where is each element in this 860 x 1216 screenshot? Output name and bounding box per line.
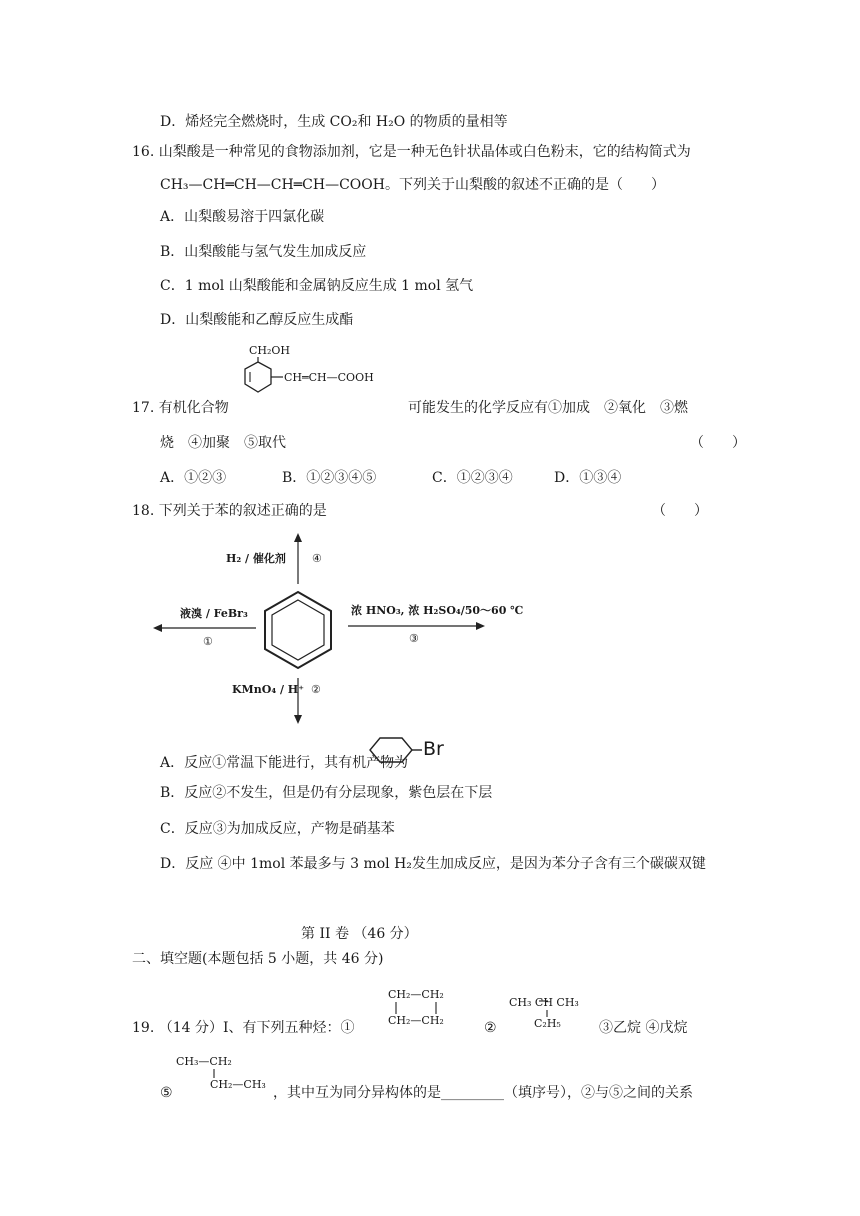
q19-struct5-top: CH₃—CH₂: [176, 1055, 232, 1068]
q18-stem: 18. 下列关于苯的叙述正确的是: [132, 503, 327, 519]
q19-struct1-top: CH₂—CH₂: [388, 988, 444, 1001]
q18-answer-paren: （ ）: [652, 503, 708, 519]
q19-line2: ，其中互为同分异构体的是_________（填序号），②与⑤之间的关系: [273, 1085, 693, 1101]
q17-option-d: D．①③④: [554, 470, 622, 486]
q18-option-d: D．反应 ④中 1mol 苯最多与 3 mol H₂发生加成反应，是因为苯分子含有三个碳碳双键: [160, 856, 706, 872]
q17-answer-paren: （ ）: [690, 435, 746, 451]
q18-option-b: B．反应②不发生，但是仍有分层现象，紫色层在下层: [160, 785, 493, 801]
q18-up-label: H₂ / 催化剂: [226, 552, 286, 565]
q17-stem-right: 可能发生的化学反应有①加成 ②氧化 ③燃: [408, 400, 688, 416]
q18-up-num: ④: [312, 552, 322, 565]
q17-stem-line2: 烧 ④加聚 ⑤取代: [160, 435, 286, 451]
q19-struct1-bottom: CH₂—CH₂: [388, 1014, 444, 1027]
q17-option-b: B．①②③④⑤: [282, 470, 377, 486]
q16-option-d: D．山梨酸能和乙醇反应生成酯: [160, 312, 354, 328]
q18-right-num: ③: [409, 632, 419, 645]
q17-option-a: A．①②③: [160, 470, 227, 486]
q19-struct2-bottom: C₂H₅: [534, 1017, 561, 1030]
q17-option-c: C．①②③④: [432, 470, 513, 486]
q16-stem-line2: CH₃—CH═CH—CH═CH—COOH。下列关于山梨酸的叙述不正确的是（ ）: [160, 177, 665, 193]
q18-right-label: 浓 HNO₃, 浓 H₂SO₄/50～60 ℃: [351, 604, 524, 617]
q18-down-label: KMnO₄ / H⁺: [232, 683, 305, 696]
q19-num2: ②: [484, 1020, 497, 1036]
q17-stem-left: 17. 有机化合物: [132, 400, 229, 416]
q15-option-d: D．烯烃完全燃烧时，生成 CO₂和 H₂O 的物质的量相等: [160, 114, 508, 130]
q16-stem-line1: 16. 山梨酸是一种常见的食物添加剂，它是一种无色针状晶体或白色粉末，它的结构简式为: [132, 144, 691, 160]
part2-title: 第 II 卷 （46 分）: [301, 926, 418, 942]
q18-down-num: ②: [311, 683, 321, 696]
q18-left-label: 液溴 / FeBr₃: [180, 607, 248, 620]
q19-stem: 19. （14 分）Ⅰ、有下列五种烃：①: [132, 1020, 355, 1036]
q16-option-a: A．山梨酸易溶于四氯化碳: [160, 209, 325, 225]
q16-option-b: B．山梨酸能与氢气发生加成反应: [160, 244, 367, 260]
q17-struct-ch2oh: CH₂OH: [249, 344, 291, 357]
q19-struct2-top: CH₃ CH CH₃: [509, 996, 579, 1009]
q18-left-num: ①: [203, 635, 213, 648]
q18-option-a-br: Br: [423, 738, 444, 760]
q19-num5: ⑤: [160, 1085, 173, 1101]
q16-option-c: C．1 mol 山梨酸能和金属钠反应生成 1 mol 氢气: [160, 278, 474, 294]
q17-struct-chain: CH═CH—COOH: [284, 371, 374, 384]
q18-option-a: A．反应①常温下能进行，其有机产物为: [160, 755, 409, 771]
part2-section: 二、填空题(本题包括 5 小题，共 46 分): [132, 951, 384, 967]
q19-struct5-bottom: CH₂—CH₃: [210, 1078, 266, 1091]
q18-option-c: C．反应③为加成反应，产物是硝基苯: [160, 821, 395, 837]
q19-rest: ③乙烷 ④戊烷: [599, 1020, 688, 1036]
